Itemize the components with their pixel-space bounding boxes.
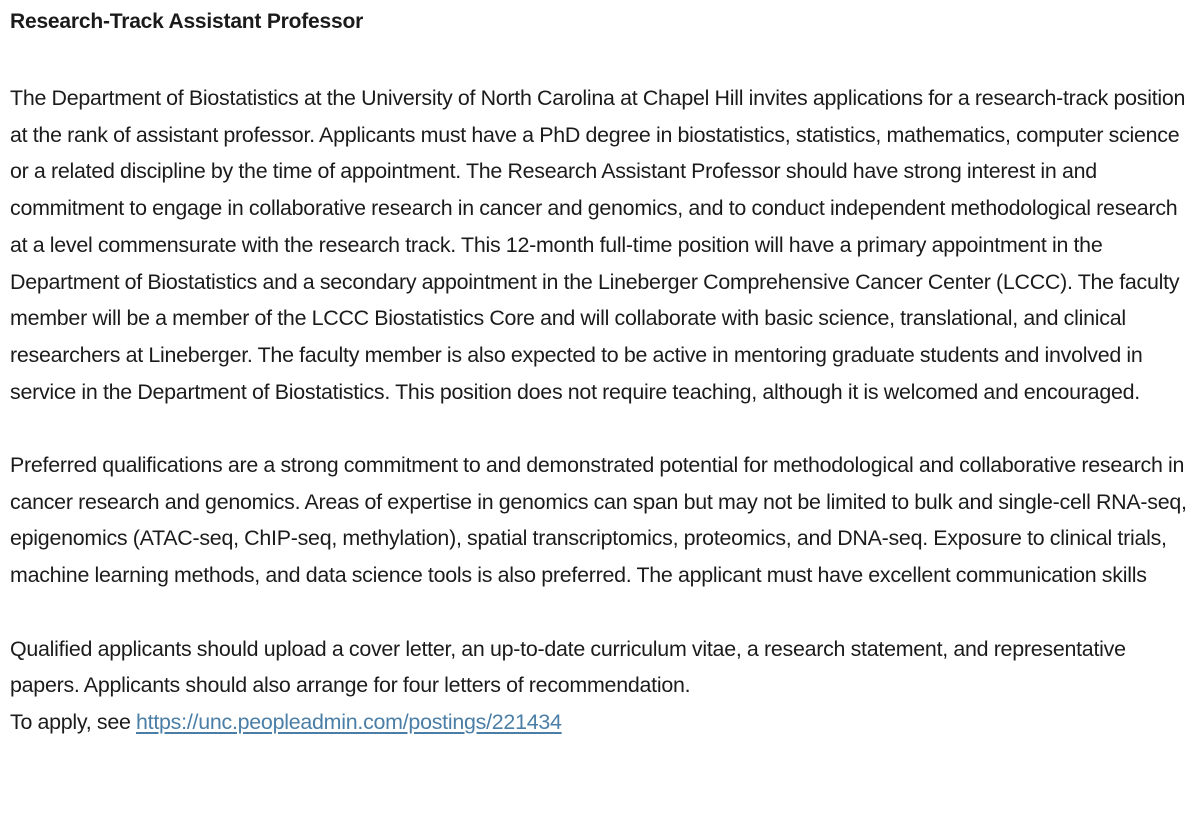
apply-link[interactable]: https://unc.peopleadmin.com/postings/221434 bbox=[136, 709, 562, 734]
application-instructions-text: Qualified applicants should upload a cover letter, an up-to-date curriculum vitae, a research statement, and representative papers. Applicants should also arrange for four letters of recommendation. bbox=[10, 636, 1126, 698]
posting-title: Research-Track Assistant Professor bbox=[10, 10, 364, 33]
preferred-qualifications-paragraph: Preferred qualifications are a strong commitment to and demonstrated potential for methodological and collaborative research in cancer research and genomics. Areas of expertise in genomics can span but may not be limited to bulk and single-cell RNA-seq, epigenomics (ATAC-seq, ChIP-seq, methylation), spatial transcriptomics, proteomics, and DNA-seq. Exposure to clinical trials, machine learning methods, and data science tools is also preferred. The applicant must have excellent communication skills bbox=[10, 453, 1187, 588]
apply-prefix: To apply, see bbox=[10, 709, 136, 734]
apply-line bbox=[10, 704, 1190, 741]
application-instructions bbox=[10, 631, 1190, 741]
posting-description-paragraph: The Department of Biostatistics at the University of North Carolina at Chapel Hill invites applications for a research-track position at the rank of assistant professor. Applicants must have a PhD degree in biostatistics, statistics, mathematics, computer science or a related discipline by the time of appointment. The Research Assistant Professor should have strong interest in and commitment to engage in collaborative research in cancer and genomics, and to conduct independent methodological research at a level commensurate with the research track. This 12-month full-time position will have a primary appointment in the Department of Biostatistics and a secondary appointment in the Lineberger Comprehensive Cancer Center (LCCC). The faculty member will be a member of the LCCC Biostatistics Core and will collaborate with basic science, translational, and clinical researchers at Lineberger. The faculty member is also expected to be active in mentoring graduate students and involved in service in the Department of Biostatistics. This position does not require teaching, although it is welcomed and encouraged. bbox=[10, 86, 1186, 404]
